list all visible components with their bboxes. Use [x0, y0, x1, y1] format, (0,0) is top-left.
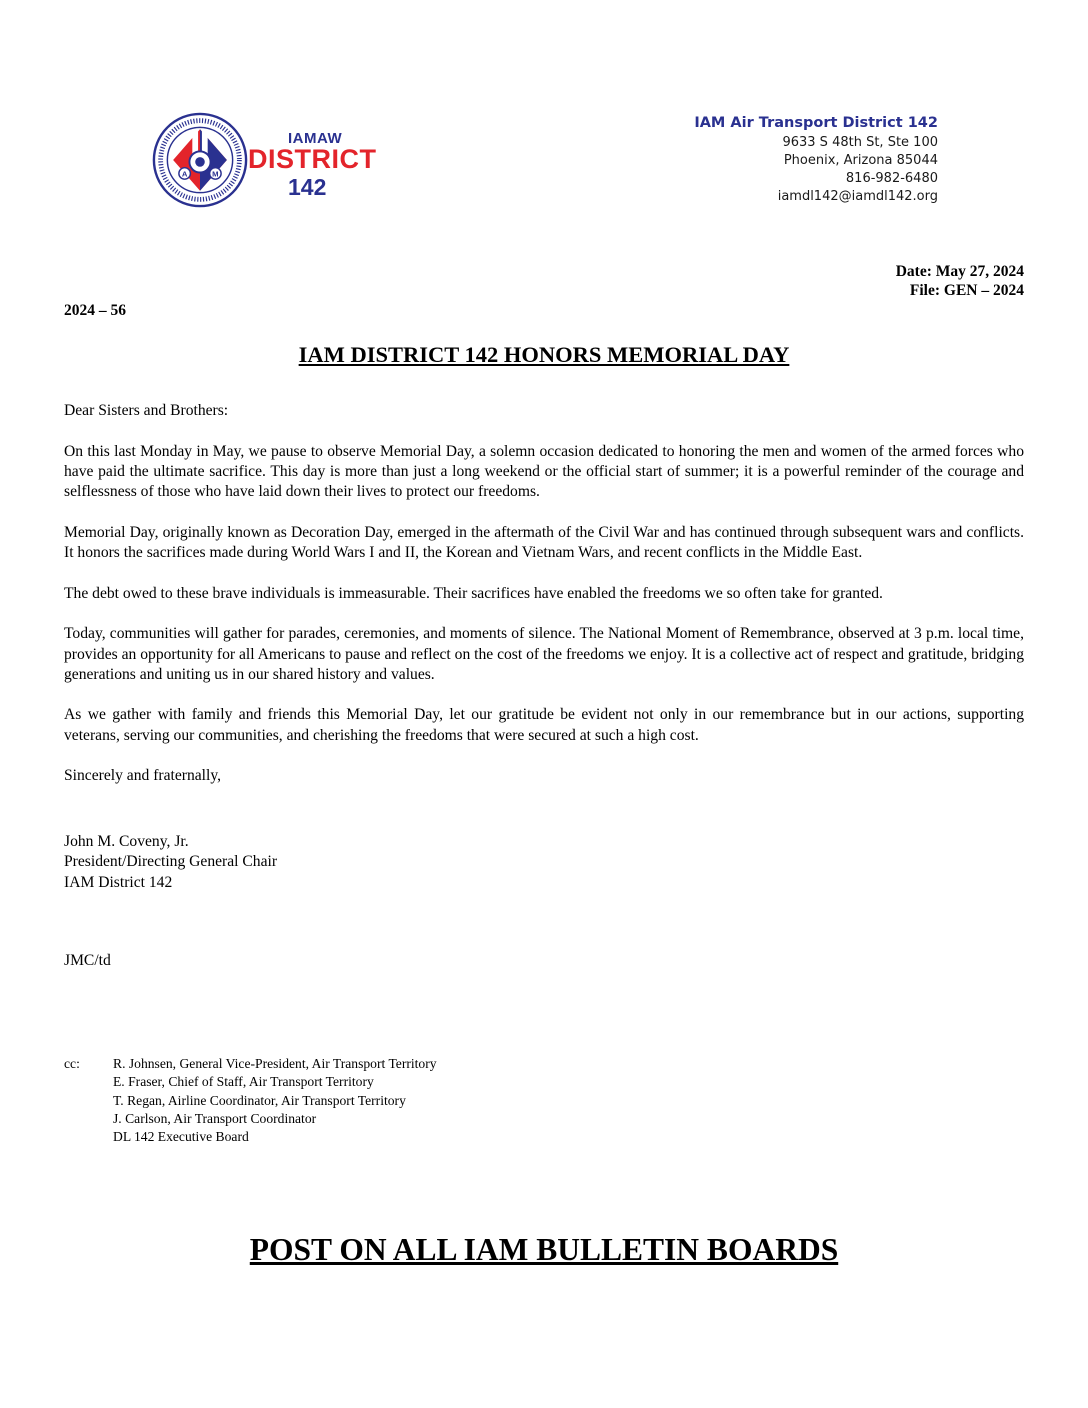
- paragraph: Today, communities will gather for parades, ceremonies, and moments of silence. The National Moment of Remembrance, observed at 3 p.m. local time, provides an opportunity for all Americans to pause and reflect on the cost of the freedoms we enjoy. It is a collective act of respect and gratitude, bridging generations and uniting us in our shared history and values.: [64, 625, 1024, 683]
- paragraph: Memorial Day, originally known as Decoration Day, emerged in the aftermath of the Civil War and has continued through subsequent wars and conflicts. It honors the sacrifices made during World Wars I and II, the Korean and Vietnam Wars, and recent conflicts in the Middle East.: [64, 523, 1024, 562]
- phone: 816-982-6480: [845, 171, 938, 186]
- signatory-org: IAM District 142: [64, 873, 173, 891]
- cc-recipient: E. Fraser, Chief of Staff, Air Transport Territory: [113, 1074, 374, 1090]
- iam-seal-logo: [152, 112, 248, 208]
- paragraph: As we gather with family and friends this Memorial Day, let our gratitude be evident not only in our remembrance but in our actions, supporting veterans, serving our communities, and cherishing the freedoms that were secured at such a high cost.: [64, 706, 1024, 744]
- paragraph: The debt owed to these brave individuals is immeasurable. Their sacrifices have enabled the freedoms we so often take for granted.: [64, 584, 883, 602]
- cc-recipient: T. Regan, Airline Coordinator, Air Transport Territory: [113, 1092, 406, 1108]
- letter-number: 2024 – 56: [64, 302, 126, 319]
- typist-initials: JMC/td: [64, 952, 111, 969]
- logo-number-text: 142: [288, 174, 327, 200]
- letter-title: IAM DISTRICT 142 HONORS MEMORIAL DAY: [298, 342, 790, 367]
- cc-recipient: DL 142 Executive Board: [113, 1129, 249, 1145]
- letter-file: File: GEN – 2024: [909, 282, 1024, 299]
- signature-block: [64, 832, 277, 893]
- cc-label: cc:: [64, 1056, 80, 1071]
- signatory-name: John M. Coveny, Jr.: [64, 833, 189, 850]
- letter-body: [64, 401, 1024, 807]
- letterhead-address: [694, 114, 938, 206]
- cc-recipient: R. Johnsen, General Vice-President, Air Transport Territory: [113, 1056, 437, 1071]
- cc-recipient: J. Carlson, Air Transport Coordinator: [113, 1110, 317, 1126]
- logo-district-text: DISTRICT: [248, 144, 377, 174]
- closing: Sincerely and fraternally,: [64, 767, 222, 785]
- date-file-block: [896, 262, 1024, 300]
- logo-iamaw-text: IAMAW: [288, 130, 343, 147]
- email: iamdl142@iamdl142.org: [777, 189, 938, 204]
- svg-text:A: A: [181, 169, 188, 179]
- address-line-1: 9633 S 48th St, Ste 100: [782, 135, 938, 150]
- posting-instruction: POST ON ALL IAM BULLETIN BOARDS: [249, 1232, 839, 1267]
- letter-date: Date: May 27, 2024: [895, 263, 1024, 280]
- salutation: Dear Sisters and Brothers:: [64, 402, 229, 419]
- signatory-title: President/Directing General Chair: [64, 853, 278, 871]
- letterhead-org: IAM Air Transport District 142: [694, 115, 938, 131]
- address-line-2: Phoenix, Arizona 85044: [783, 153, 938, 168]
- svg-text:M: M: [212, 169, 219, 179]
- paragraph: On this last Monday in May, we pause to observe Memorial Day, a solemn occasion dedicated to honoring the men and women of the armed forces who have paid the ultimate sacrifice. This day is more than just a long weekend or the official start of summer; it is a powerful reminder of the courage and selflessness of those who have laid down their lives to protect our freedoms.: [64, 442, 1024, 501]
- cc-list: [113, 1055, 437, 1146]
